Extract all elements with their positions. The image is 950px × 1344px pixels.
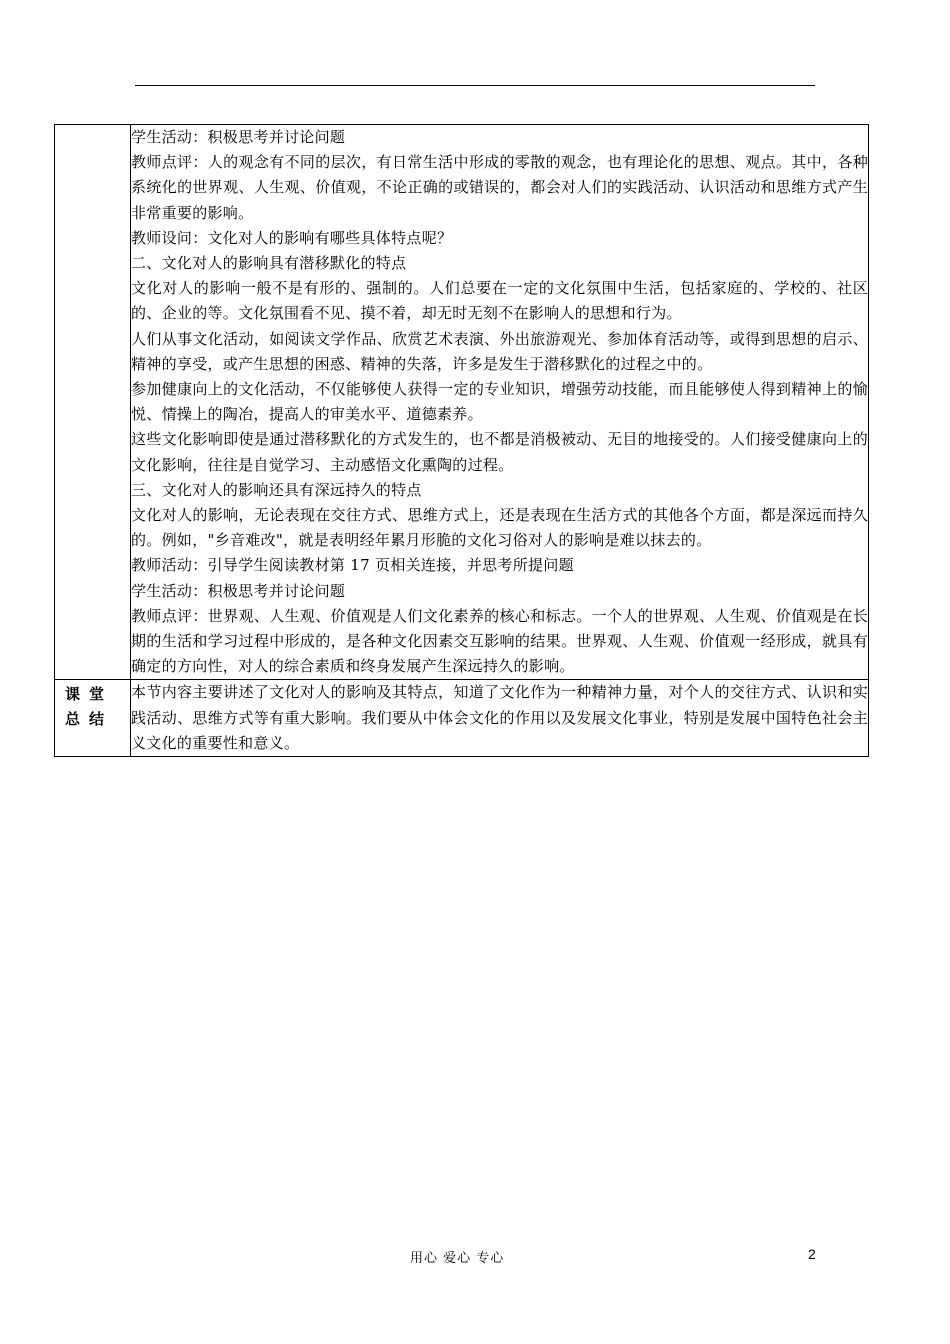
row-label-cell <box>55 680 131 757</box>
paragraph: 教师活动：引导学生阅读教材第 17 页相关连接，并思考所提问题 <box>131 556 574 575</box>
footer-motto: 用心 爱心 专心 <box>410 1251 505 1266</box>
paragraph: 学生活动：积极思考并讨论问题 <box>131 128 346 146</box>
section-heading: 三、文化对人的影响还具有深远持久的特点 <box>131 480 422 499</box>
paragraph: 参加健康向上的文化活动，不仅能够使人获得一定的专业知识，增强劳动技能，而且能够使人得到精神上的愉悦、情操上的陶冶，提高人的审美水平、道德素养。 <box>131 380 868 424</box>
row-label <box>55 125 130 127</box>
paragraph: 教师点评：人的观念有不同的层次，有日常生活中形成的零散的观念，也有理论化的思想、观点。其中，各种系统化的世界观、人生观、价值观，不论正确的或错误的，都会对人们的实践活动、认识活动和思维方式产生非常重要的影响。 <box>131 153 868 222</box>
lesson-table <box>54 124 869 757</box>
paragraph: 人们从事文化活动，如阅读文学作品、欣赏艺术表演、外出旅游观光、参加体育活动等，或得到思想的启示、精神的享受，或产生思想的困惑、精神的失落，许多是发生于潜移默化的过程之中的。 <box>131 329 868 373</box>
section-heading: 二、文化对人的影响具有潜移默化的特点 <box>131 254 407 273</box>
header-rule <box>135 85 815 86</box>
paragraph: 这些文化影响即使是通过潜移默化的方式发生的，也不都是消极被动、无目的地接受的。人们接受健康向上的文化影响，往往是自觉学习、主动感悟文化熏陶的过程。 <box>131 430 868 474</box>
paragraph: 教师点评：世界观、人生观、价值观是人们文化素养的核心和标志。一个人的世界观、人生观、价值观是在长期的生活和学习过程中形成的，是各种文化因素交互影响的结果。世界观、人生观、价值观一经形成，就具有确定的方向性，对人的综合素质和终身发展产生深远持久的影响。 <box>131 606 868 676</box>
page-number: 2 <box>808 1246 816 1262</box>
table-row <box>55 125 869 680</box>
row-content-cell <box>131 680 869 757</box>
table-row <box>55 680 869 757</box>
paragraph: 文化对人的影响，无论表现在交往方式、思维方式上，还是表现在生活方式的其他各个方面，都是深远而持久的。例如，"乡音难改"，就是表明经年累月形脆的文化习俗对人的影响是难以抹去的。 <box>131 506 868 550</box>
row-content-cell <box>131 125 869 680</box>
summary-label: 课堂总结 <box>65 685 114 729</box>
paragraph: 文化对人的影响一般不是有形的、强制的。人们总要在一定的文化氛围中生活，包括家庭的、学校的、社区的、企业的等。文化氛围看不见、摸不着，却无时无刻不在影响人的思想和行为。 <box>131 279 868 323</box>
paragraph: 学生活动：积极思考并讨论问题 <box>131 581 346 600</box>
summary-paragraph: 本节内容主要讲述了文化对人的影响及其特点，知道了文化作为一种精神力量，对个人的交往方式、认识和实践活动、思维方式等有重大影响。我们要从中体会文化的作用以及发展文化事业，特别是发展中国特色社会主义文化的重要性和意义。 <box>131 683 868 752</box>
paragraph: 教师设问：文化对人的影响有哪些具体特点呢？ <box>131 228 453 247</box>
row-label-cell <box>55 125 131 680</box>
